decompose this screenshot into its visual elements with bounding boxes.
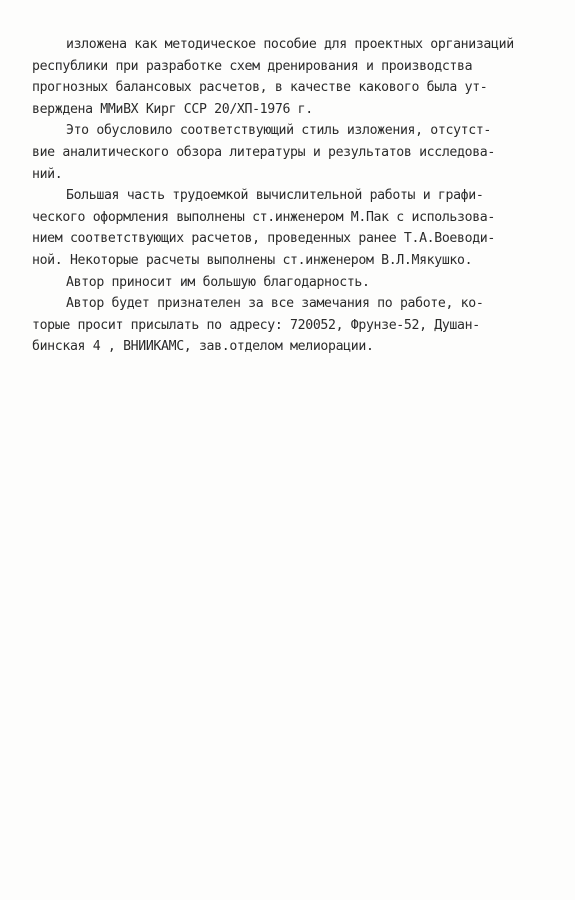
text-line: Это обусловило соответствующий стиль изложения, отсутст- — [66, 123, 492, 139]
text-line: торые просит присылать по адресу: 720052, Фрунзе-52, Душан- — [32, 317, 480, 333]
text-line: республики при разработке схем дренирования и производства — [32, 58, 473, 74]
text-line: нием соответствующих расчетов, проведенных ранее Т.А.Воеводи- — [32, 231, 495, 247]
text-line: прогнозных балансовых расчетов, в качестве какового была ут- — [32, 80, 488, 96]
text-line: Большая часть трудоемкой вычислительной работы и графи- — [66, 188, 484, 204]
text-line: Автор будет признателен за все замечания по работе, ко- — [66, 296, 484, 312]
text-line: ческого оформления выполнены ст.инженером М.Пак с использова- — [32, 209, 495, 225]
text-line: вие аналитического обзора литературы и результатов исследова- — [32, 144, 495, 160]
text-line: бинская 4 , ВНИИКАМС, зав.отделом мелиорации. — [32, 339, 374, 355]
text-line: верждена ММиВХ Кирг ССР 20/ХП-1976 г. — [32, 101, 313, 117]
text-line: Автор приносит им большую благодарность. — [66, 274, 370, 290]
text-line: изложена как методическое пособие для проектных организаций — [66, 37, 514, 52]
text-line: ний. — [32, 166, 63, 182]
document-text — [32, 34, 547, 358]
text-line: ной. Некоторые расчеты выполнены ст.инженером В.Л.Мякушко. — [32, 252, 473, 268]
